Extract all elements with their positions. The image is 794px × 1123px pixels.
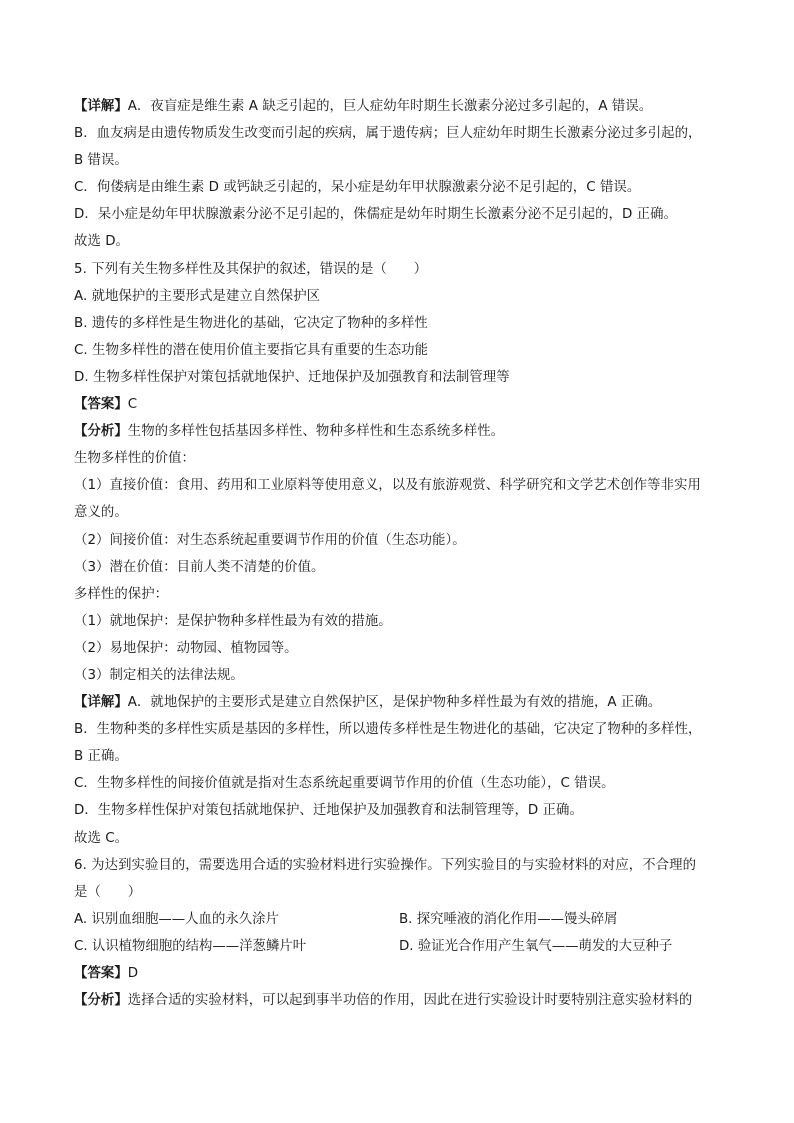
detail-line-c: C．佝偻病是由维生素 D 或钙缺乏引起的，呆小症是幼年甲状腺激素分泌不足引起的，C 错误。 <box>74 180 641 196</box>
detail-line-d: D．呆小症是幼年甲状腺激素分泌不足引起的，侏儒症是幼年时期生长激素分泌不足引起的，D 正确。 <box>74 207 677 223</box>
question-5-stem: 5. 下列有关生物多样性及其保护的叙述，错误的是（ ） <box>74 261 428 277</box>
question-6-options-row-2 <box>74 933 724 960</box>
value-title: 生物多样性的价值： <box>74 451 195 467</box>
question-5-detail-c: C．生物多样性的间接价值就是指对生态系统起重要调节作用的价值（生态功能），C 错误。 <box>74 776 615 792</box>
detail-tag: 【详解】 <box>74 695 128 711</box>
detail-tag: 【详解】 <box>74 99 128 114</box>
protect-title: 多样性的保护： <box>74 586 169 602</box>
value-item-3: （3）潜在价值：目前人类不清楚的价值。 <box>74 559 325 575</box>
question-5-detail-b-cont: B 正确。 <box>74 749 128 765</box>
detail-line-b: B．血友病是由遗传物质发生改变而引起的疾病，属于遗传病；巨人症幼年时期生长激素分泌过多引起的， <box>74 126 702 142</box>
question-5-option-a: A. 就地保护的主要形式是建立自然保护区 <box>74 288 321 304</box>
detail-line-b-cont: B 错误。 <box>74 153 128 169</box>
question-6-stem-cont: 是（ ） <box>74 884 142 900</box>
conclusion-line: 故选 D。 <box>74 234 129 250</box>
value-item-1: （1）直接价值：食用、药用和工业原料等使用意义，以及有旅游观赏、科学研究和文学艺术创作等非实用 <box>74 478 701 494</box>
question-6-option-c: C. 认识植物细胞的结构——洋葱鳞片叶 <box>74 938 307 954</box>
answer-tag: 【答案】 <box>74 966 128 981</box>
question-6-option-d: D. 验证光合作用产生氧气——萌发的大豆种子 <box>399 938 673 954</box>
analysis-tag: 【分析】 <box>74 424 128 440</box>
question-5-analysis: 【分析】生物的多样性包括基因多样性、物种多样性和生态系统多样性。 <box>74 424 505 440</box>
value-item-2: （2）间接价值：对生态系统起重要调节作用的价值（生态功能）。 <box>74 532 466 548</box>
document-page <box>74 93 724 1014</box>
question-5-detail-a: 【详解】A．就地保护的主要形式是建立自然保护区，是保护物种多样性最为有效的措施，A 正确。 <box>74 695 662 711</box>
question-5-detail-b: B．生物种类的多样性实质是基因的多样性，所以遗传多样性是生物进化的基础，它决定了物种的多样性， <box>74 722 702 738</box>
question-5-option-c: C. 生物多样性的潜在使用价值主要指它具有重要的生态功能 <box>74 342 429 358</box>
question-5-option-d: D. 生物多样性保护对策包括就地保护、迁地保护及加强教育和法制管理等 <box>74 369 510 385</box>
analysis-tag: 【分析】 <box>74 993 128 1009</box>
question-6-option-a: A. 识别血细胞——人血的永久涂片 <box>74 911 279 927</box>
question-6-answer: 【答案】D <box>74 966 139 981</box>
question-5-detail-d: D．生物多样性保护对策包括就地保护、迁地保护及加强教育和法制管理等，D 正确。 <box>74 803 583 819</box>
protect-item-2: （2）易地保护：动物园、植物园等。 <box>74 640 298 656</box>
question-6-analysis: 【分析】选择合适的实验材料，可以起到事半功倍的作用，因此在进行实验设计时要特别注意实验材料的 <box>74 993 693 1009</box>
answer-tag: 【答案】 <box>74 397 128 413</box>
value-item-1-cont: 意义的。 <box>74 505 128 521</box>
question-5-option-b: B. 遗传的多样性是生物进化的基础，它决定了物种的多样性 <box>74 315 428 331</box>
question-5-answer: 【答案】C <box>74 397 138 413</box>
question-6-options-row-1 <box>74 906 724 933</box>
question-5-conclusion: 故选 C。 <box>74 830 129 846</box>
detail-line-a: 【详解】A．夜盲症是维生素 A 缺乏引起的，巨人症幼年时期生长激素分泌过多引起的，A 错误。 <box>74 99 653 114</box>
question-6-stem: 6. 为达到实验目的，需要选用合适的实验材料进行实验操作。下列实验目的与实验材料的对应，不合理的 <box>74 857 697 873</box>
question-6-option-b: B. 探究唾液的消化作用——馒头碎屑 <box>399 911 618 927</box>
protect-item-1: （1）就地保护：是保护物种多样性最为有效的措施。 <box>74 613 392 629</box>
protect-item-3: （3）制定相关的法律法规。 <box>74 667 244 683</box>
